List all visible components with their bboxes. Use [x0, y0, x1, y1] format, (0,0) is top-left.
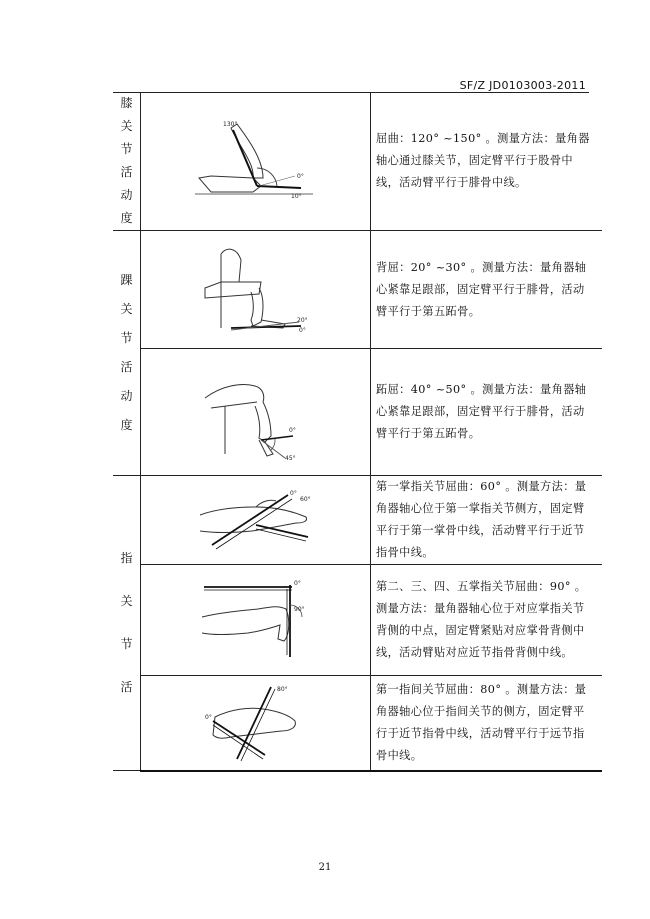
table-row-knee-flexion [113, 92, 602, 231]
region-char: 膝 [120, 96, 133, 110]
angle-label: 45° [284, 455, 296, 462]
angle-label: 0° [298, 327, 306, 334]
angle-label: 90° [294, 606, 305, 613]
description-ankle-dorsiflexion: 背屈：20° ~30° 。测量方法：量角器轴心紧靠足跟部，固定臂平行于腓骨，活动臂平行于第五跖骨。 [371, 231, 603, 349]
angle-label: 0° [204, 713, 212, 721]
region-finger [113, 476, 141, 771]
description-knee-flexion: 屈曲：120° ~150° 。测量方法：量角器轴心通过膝关节，固定臂平行于股骨中线，活动臂平行于腓骨中线。 [371, 92, 603, 231]
table-row-ankle-dorsiflexion [113, 231, 602, 349]
description-first-ip-flexion: 第一指间关节屈曲：80° 。测量方法：量角器轴心位于指间关节的侧方，固定臂平行于近节指骨中线，活动臂平行于远节指骨中线。 [371, 676, 603, 771]
angle-label: 0° [289, 490, 297, 497]
figure-first-ip-flexion [141, 676, 371, 771]
region-knee [113, 92, 141, 231]
figure-mcp-2-5-flexion [141, 565, 371, 676]
region-char: 度 [120, 211, 133, 225]
region-char: 动 [120, 389, 133, 403]
page-number: 21 [318, 862, 332, 873]
table-row-ankle-plantarflexion [113, 349, 602, 476]
region-char: 度 [120, 418, 133, 432]
region-char: 关 [120, 594, 133, 608]
region-char: 活 [120, 165, 133, 179]
region-char: 关 [120, 119, 133, 133]
first-ip-flexion-illustration [201, 683, 311, 763]
region-ankle [113, 231, 141, 476]
angle-label: 0° [296, 173, 304, 180]
measurement-table [113, 92, 602, 772]
angle-label: 130° [222, 121, 237, 128]
region-char: 活 [120, 680, 133, 694]
angle-label: 0° [288, 427, 296, 434]
angle-label: 0° [294, 580, 301, 587]
ankle-dorsiflexion-illustration [201, 242, 311, 337]
figure-ankle-dorsiflexion [141, 231, 371, 349]
figure-knee-flexion [141, 92, 371, 231]
knee-flexion-illustration [191, 116, 321, 206]
ankle-plantarflexion-illustration [201, 362, 311, 462]
document-code: SF/Z JD0103003-2011 [459, 79, 586, 92]
figure-first-mcp-flexion [141, 476, 371, 565]
table-row-first-mcp-flexion [113, 476, 602, 565]
angle-label: 10° [290, 193, 302, 200]
mcp-2-5-flexion-illustration [198, 575, 313, 665]
region-char: 节 [120, 637, 133, 651]
table-row-first-ip-flexion [113, 676, 602, 771]
region-char: 动 [120, 188, 133, 202]
region-char: 指 [120, 551, 133, 565]
angle-label: 60° [299, 496, 311, 503]
table-row-mcp-2-5-flexion [113, 565, 602, 676]
region-char: 关 [120, 302, 133, 316]
description-ankle-plantarflexion: 跖屈：40° ~50° 。测量方法：量角器轴心紧靠足跟部，固定臂平行于腓骨，活动臂平行于第五跖骨。 [371, 349, 603, 476]
description-first-mcp-flexion: 第一掌指关节屈曲：60° 。测量方法：量角器轴心位于第一掌指关节侧方，固定臂平行于第一掌骨中线，活动臂平行于近节指骨中线。 [371, 476, 603, 565]
region-char: 踝 [120, 273, 133, 287]
figure-ankle-plantarflexion [141, 349, 371, 476]
region-char: 节 [120, 331, 133, 345]
angle-label: 20° [296, 317, 308, 324]
first-mcp-flexion-illustration [196, 485, 316, 555]
description-mcp-2-5-flexion: 第二、三、四、五掌指关节屈曲：90° 。测量方法：量角器轴心位于对应掌指关节背侧的中点，固定臂紧贴对应掌骨背侧中线，活动臂贴对应近节指骨背侧中线。 [371, 565, 603, 676]
region-char: 节 [120, 142, 133, 156]
region-char: 活 [120, 360, 133, 374]
angle-label: 80° [276, 685, 288, 693]
